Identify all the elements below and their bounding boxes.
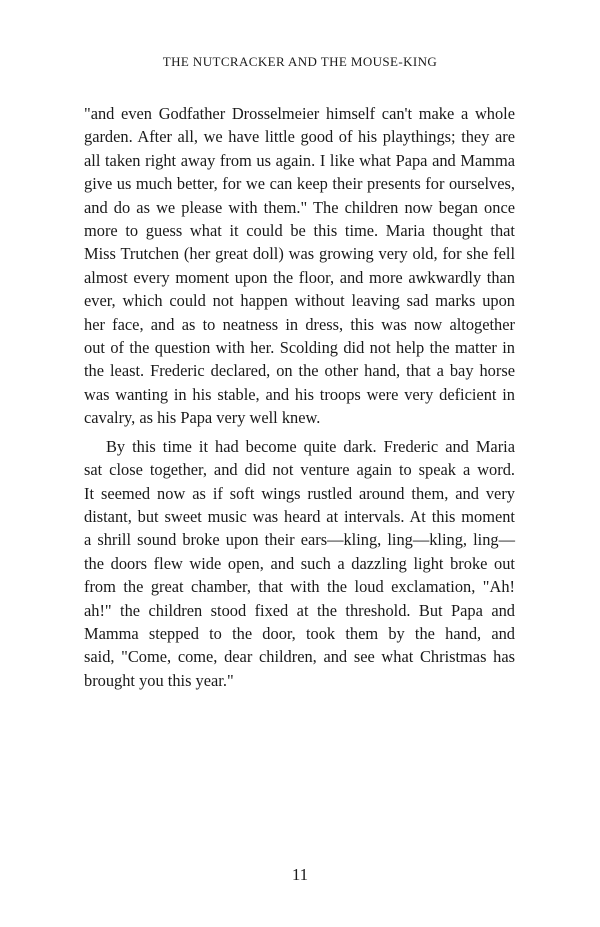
text-line: By this time it had become quite dark. Frederic and Maria [106, 436, 515, 456]
text-line: and do as we please with them." The children now began once [84, 197, 515, 217]
text-line: It seemed now as if soft wings rustled around them, and very [84, 483, 515, 503]
text-line: almost every moment upon the floor, and more awkwardly than [84, 267, 515, 287]
text-line: all taken right away from us again. I like what Papa and Mamma [84, 150, 515, 170]
text-line: her face, and as to neatness in dress, this was now altogether [84, 314, 515, 334]
text-line: was wanting in his stable, and his troops were very deficient in [84, 384, 515, 404]
text-line: ah!" the children stood fixed at the threshold. But Papa and [84, 600, 515, 620]
text-line: a shrill sound broke upon their ears—kling, ling—kling, ling— [84, 530, 515, 550]
text-line: "and even Godfather Drosselmeier himself can't make a whole [84, 104, 515, 123]
text-line: said, "Come, come, dear children, and see what Christmas has [84, 647, 515, 667]
text-line: cavalry, as his Papa very well knew. [84, 408, 321, 428]
text-line: garden. After all, we have little good of his playthings; they are [84, 127, 515, 147]
text-line: ever, which could not happen without leaving sad marks upon [84, 291, 515, 311]
text-line: more to guess what it could be this time. Maria thought that [84, 221, 515, 241]
paragraph [84, 435, 515, 692]
paragraph [84, 102, 515, 430]
text-line: the least. Frederic declared, on the other hand, that a bay horse [84, 361, 515, 381]
text-line: brought you this year." [84, 670, 234, 690]
text-line: from the great chamber, that with the loud exclamation, "Ah! [84, 577, 515, 597]
text-line: out of the question with her. Scolding did not help the matter in [84, 338, 515, 358]
text-line: distant, but sweet music was heard at intervals. At this moment [84, 506, 515, 526]
text-line: Mamma stepped to the door, took them by the hand, and [84, 623, 515, 643]
body-text [84, 102, 515, 692]
page-number: 11 [291, 865, 309, 884]
text-line: the doors flew wide open, and such a dazzling light broke out [84, 553, 515, 573]
text-line: sat close together, and did not venture again to speak a word. [84, 460, 515, 480]
running-head: THE NUTCRACKER AND THE MOUSE-KING [162, 54, 438, 69]
text-line: Miss Trutchen (her great doll) was growing very old, for she fell [84, 244, 515, 264]
text-line: give us much better, for we can keep their presents for ourselves, [84, 174, 515, 194]
